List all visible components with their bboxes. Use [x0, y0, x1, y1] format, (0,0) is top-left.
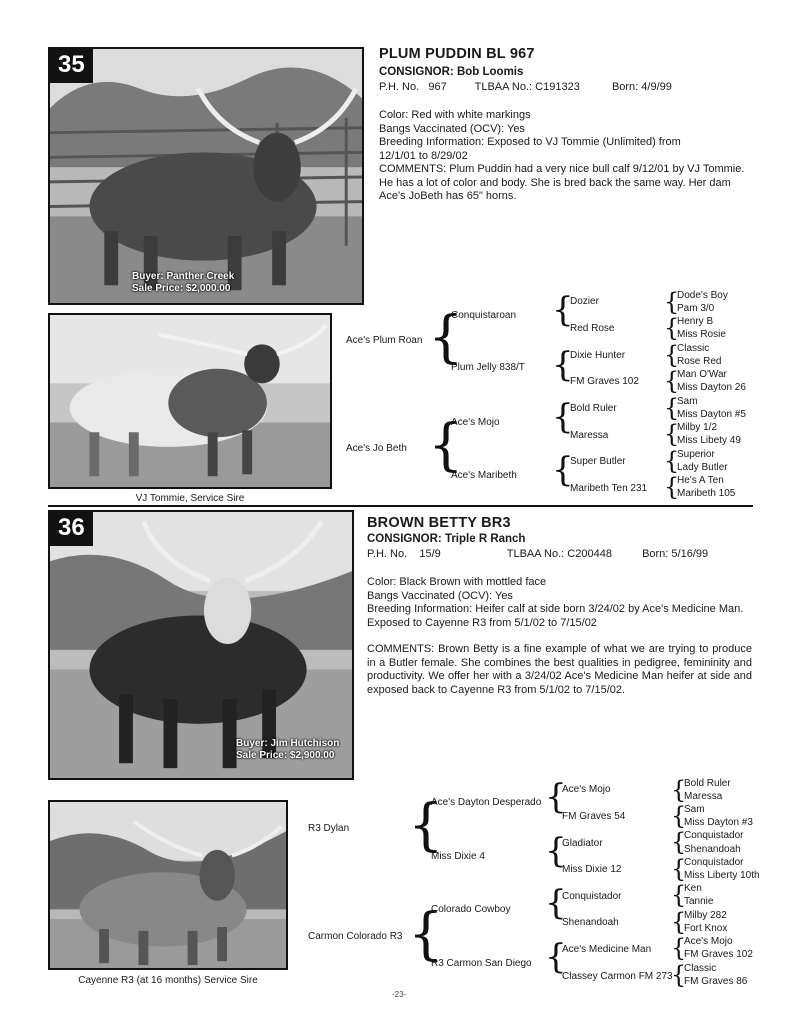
- pedigree-gen4-6: Man O'War: [677, 369, 727, 380]
- pedigree-gen4-7: Miss Liberty 10th: [684, 870, 760, 881]
- lot-number-badge: 35: [50, 49, 93, 83]
- pedigree-brace: {: [671, 934, 687, 962]
- pedigree-brace: {: [408, 902, 444, 967]
- born-date: Born: 5/16/99: [642, 548, 709, 560]
- pedigree-gen4-10: Milby 1/2: [677, 422, 718, 433]
- pedigree-gen4-15: Maribeth 105: [677, 488, 736, 499]
- pedigree-gen4-15: FM Graves 86: [684, 976, 748, 987]
- pedigree-gen2-2: Ace's Mojo: [451, 417, 500, 428]
- pedigree-gen4-8: Ken: [684, 883, 702, 894]
- pedigree-gen2-2: Colorado Cowboy: [431, 904, 511, 915]
- breeding-line: Breeding Information: Heifer calf at side born 3/24/02 by Ace's Medicine Man. Exposed to Cayenne R3 from 5/1/02 to 7/15/02: [367, 603, 744, 629]
- pedigree-gen4-3: Miss Dayton #3: [684, 817, 753, 828]
- pedigree-gen3-4: Conquistador: [562, 891, 622, 902]
- pedigree-brace: {: [664, 473, 680, 501]
- pedigree-gen3-7: Maribeth Ten 231: [570, 483, 648, 494]
- pedigree-gen4-4: Classic: [677, 343, 710, 354]
- sale-price-text: Sale Price: $2,900.00: [236, 750, 335, 761]
- pedigree-brace: {: [671, 828, 687, 856]
- service-sire-photo: [48, 800, 288, 970]
- pedigree-gen2-3: Ace's Maribeth: [451, 470, 517, 481]
- pedigree-gen4-13: FM Graves 102: [684, 949, 753, 960]
- color-line: Color: Black Brown with mottled face: [367, 576, 547, 588]
- bangs-line: Bangs Vaccinated (OCV): Yes: [379, 122, 525, 135]
- pedigree-gen3-7: Classey Carmon FM 273: [562, 971, 673, 982]
- pedigree-gen4-14: He's A Ten: [677, 475, 724, 486]
- pedigree-brace: {: [671, 776, 687, 804]
- pedigree-gen4-8: Sam: [677, 396, 698, 407]
- service-sire-photo: [48, 313, 332, 489]
- pedigree-brace: {: [664, 420, 680, 448]
- sale-price-text: Sale Price: $2,000.00: [132, 283, 231, 294]
- pedigree-gen2-1: Miss Dixie 4: [431, 851, 485, 862]
- pedigree-brace: {: [408, 793, 444, 858]
- pedigree-gen3-1: FM Graves 54: [562, 811, 626, 822]
- pedigree-gen4-6: Conquistador: [684, 857, 744, 868]
- pedigree-gen3-2: Dixie Hunter: [570, 350, 626, 361]
- section-divider: [48, 505, 753, 507]
- pedigree-sire: R3 Dylan: [308, 823, 350, 834]
- pedigree-gen3-3: Miss Dixie 12: [562, 864, 622, 875]
- service-sire-caption: Cayenne R3 (at 16 months) Service Sire: [78, 975, 258, 986]
- consignor: CONSIGNOR: Bob Loomis: [379, 66, 524, 78]
- pedigree-gen2-0: Conquistaroan: [451, 310, 517, 321]
- pedigree-gen2-3: R3 Carmon San Diego: [431, 958, 532, 969]
- pedigree-dam: Carmon Colorado R3: [308, 931, 403, 942]
- pedigree-gen4-0: Bold Ruler: [684, 778, 731, 789]
- pedigree-gen4-12: Ace's Mojo: [684, 936, 733, 947]
- bull-image: [50, 315, 330, 487]
- pedigree-gen4-14: Classic: [684, 963, 717, 974]
- pedigree-gen3-0: Ace's Mojo: [562, 784, 611, 795]
- sale-info: [132, 271, 234, 295]
- tlbaa-label: TLBAA No.:: [506, 548, 565, 560]
- pedigree-brace: {: [428, 413, 464, 478]
- pedigree-brace: {: [552, 345, 574, 385]
- comments-line: COMMENTS: Plum Puddin had a very nice bull calf 9/12/01 by VJ Tommie. He has a lot of color and body. She is bred back the same way. Her dam Ace's JoBeth has 65" horns.: [379, 163, 745, 202]
- pedigree-gen4-5: Rose Red: [677, 356, 722, 367]
- pedigree-gen4-9: Tannie: [684, 896, 714, 907]
- pedigree-brace: {: [664, 314, 680, 342]
- pedigree-gen3-6: Ace's Medicine Man: [562, 944, 652, 955]
- pedigree-gen4-5: Shenandoah: [684, 844, 741, 855]
- pedigree-gen4-7: Miss Dayton 26: [677, 382, 746, 393]
- pedigree-brace: {: [671, 855, 687, 883]
- pedigree-gen3-4: Bold Ruler: [570, 403, 617, 414]
- pedigree-brace: {: [664, 341, 680, 369]
- pedigree-brace: {: [428, 305, 464, 370]
- lot-description: [379, 109, 759, 204]
- pedigree-gen4-13: Lady Butler: [677, 462, 728, 473]
- lot-title: BROWN BETTY BR3: [367, 515, 511, 531]
- pedigree-gen2-0: Ace's Dayton Desperado: [431, 797, 542, 808]
- pedigree-brace: {: [552, 290, 574, 330]
- pedigree-brace: {: [664, 367, 680, 395]
- pedigree-brace: {: [545, 831, 567, 871]
- pedigree-brace: {: [671, 802, 687, 830]
- pedigree-brace: {: [664, 394, 680, 422]
- pedigree-brace: {: [552, 397, 574, 437]
- lot-36-photo: [48, 510, 354, 780]
- color-line: Color: Red with white markings: [379, 109, 531, 121]
- pedigree-brace: {: [671, 961, 687, 989]
- pedigree-gen3-6: Super Butler: [570, 456, 626, 467]
- pedigree-gen4-2: Henry B: [677, 316, 714, 327]
- pedigree-gen4-10: Milby 282: [684, 910, 727, 921]
- cow-image: [50, 49, 362, 303]
- ph-number: 15/9: [419, 548, 441, 560]
- pedigree-brace: {: [552, 450, 574, 490]
- pedigree-gen3-1: Red Rose: [570, 323, 615, 334]
- pedigree-brace: {: [545, 937, 567, 977]
- lot-35-photo: [48, 47, 364, 305]
- pedigree-dam: Ace's Jo Beth: [346, 443, 407, 454]
- pedigree-gen4-9: Miss Dayton #5: [677, 409, 746, 420]
- service-sire-caption: VJ Tommie, Service Sire: [135, 493, 245, 504]
- lot-description: [367, 576, 752, 697]
- pedigree-gen4-12: Superior: [677, 449, 715, 460]
- pedigree-gen4-11: Fort Knox: [684, 923, 728, 934]
- page-number: -23-: [392, 990, 407, 999]
- breeding-line: Breeding Information: Exposed to VJ Tommie (Unlimited) from 12/1/01 to 8/29/02: [379, 136, 681, 162]
- pedigree-gen2-1: Plum Jelly 838/T: [451, 362, 525, 373]
- pedigree-gen3-3: FM Graves 102: [570, 376, 639, 387]
- pedigree-sire: Ace's Plum Roan: [346, 335, 423, 346]
- pedigree-brace: {: [671, 881, 687, 909]
- buyer-text: Buyer: Panther Creek: [132, 271, 235, 282]
- pedigree-brace: {: [664, 447, 680, 475]
- bangs-line: Bangs Vaccinated (OCV): Yes: [367, 589, 513, 602]
- registration-line: [367, 548, 708, 560]
- bull-image: [50, 802, 286, 968]
- pedigree-gen4-0: Dode's Boy: [677, 290, 728, 301]
- pedigree-gen4-1: Pam 3/0: [677, 303, 715, 314]
- pedigree-brace: {: [545, 777, 567, 817]
- comments-line: COMMENTS: Brown Betty is a fine example of what we are trying to produce in a Butler female. She combines the best qualities in pedigree, femininity and productivity. We offer her with a 3/24/02 Ace's Medicine Man heifer at side and exposed back to Cayenne R3 from 5/1/02 to 7/15/02.: [367, 643, 752, 696]
- consignor: CONSIGNOR: Triple R Ranch: [367, 533, 526, 545]
- pedigree-gen3-0: Dozier: [570, 296, 599, 307]
- lot-title: PLUM PUDDIN BL 967: [379, 46, 535, 62]
- pedigree-gen4-1: Maressa: [684, 791, 723, 802]
- buyer-text: Buyer: Jim Hutchison: [236, 738, 340, 749]
- pedigree-brace: {: [664, 288, 680, 316]
- pedigree-gen4-3: Miss Rosie: [677, 329, 726, 340]
- pedigree-gen3-2: Gladiator: [562, 838, 603, 849]
- pedigree-brace: {: [671, 908, 687, 936]
- pedigree-gen3-5: Shenandoah: [562, 917, 619, 928]
- sale-info: [236, 738, 339, 762]
- pedigree-gen4-2: Sam: [684, 804, 705, 815]
- pedigree-gen4-4: Conquistador: [684, 830, 744, 841]
- born-date: Born: 4/9/99: [611, 81, 672, 93]
- pedigree-gen3-5: Maressa: [570, 430, 609, 441]
- tlbaa-label: TLBAA No.:: [474, 81, 533, 93]
- tlbaa-number: C191323: [535, 81, 580, 93]
- ph-number: 967: [428, 81, 447, 93]
- pedigree-gen4-11: Miss Libety 49: [677, 435, 741, 446]
- lot-number-badge: 36: [50, 512, 93, 546]
- ph-label: P.H. No.: [367, 548, 408, 560]
- registration-line: [379, 81, 672, 93]
- pedigree-brace: {: [545, 883, 567, 923]
- ph-label: P.H. No.: [379, 81, 420, 93]
- tlbaa-number: C200448: [567, 548, 612, 560]
